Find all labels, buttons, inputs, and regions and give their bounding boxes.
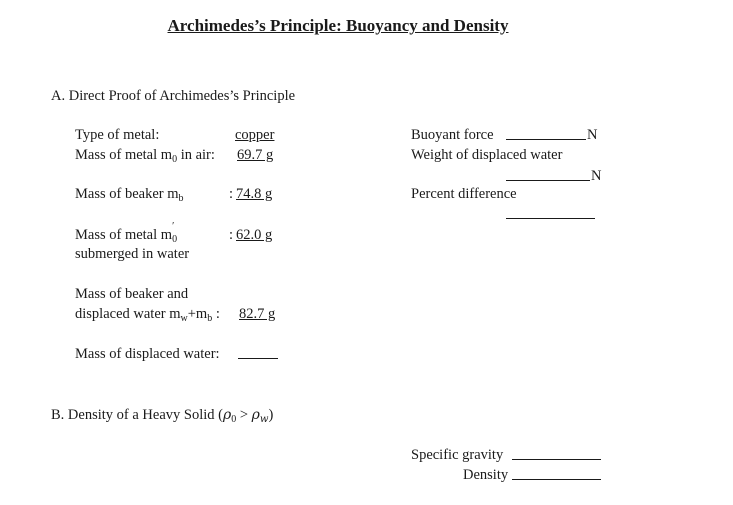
- page-title: Archimedes’s Principle: Buoyancy and Density: [167, 16, 509, 35]
- beaker-colon: :: [229, 186, 234, 202]
- beaker-label: Mass of beaker $m_b$: [75, 186, 184, 204]
- displaced-water-blank[interactable]: [238, 346, 278, 364]
- submerged-value: 62.0 g: [236, 227, 273, 243]
- section-b-heading: B. Density of a Heavy Solid $(\rho_0 > \rho_w)$: [51, 407, 274, 425]
- beaker-water-label-line2: displaced water $m_w+m_b$ :: [75, 306, 220, 324]
- mass-air-value: 69.7 g: [237, 147, 274, 163]
- buoyant-force-unit: N: [587, 127, 598, 143]
- density-label: Density: [463, 467, 509, 483]
- percent-difference-label: Percent difference: [411, 186, 517, 202]
- specific-gravity-blank[interactable]: [512, 447, 601, 465]
- weight-displaced-unit: N: [591, 168, 602, 184]
- beaker-water-value: 82.7 g: [239, 306, 276, 322]
- weight-displaced-blank[interactable]: [506, 168, 590, 186]
- type-of-metal-label: Type of metal:: [75, 127, 160, 143]
- beaker-water-label-line1: Mass of beaker and: [75, 286, 189, 302]
- mass-air-label: Mass of metal $m_0$ in air:: [75, 147, 215, 165]
- percent-difference-blank[interactable]: [506, 206, 595, 224]
- beaker-value: 74.8 g: [236, 186, 273, 202]
- submerged-label: Mass of metal m ′ $_0$: [75, 221, 178, 245]
- specific-gravity-label: Specific gravity: [411, 447, 504, 463]
- section-a-heading: A. Direct Proof of Archimedes’s Principle: [51, 88, 296, 104]
- buoyant-force-blank[interactable]: [506, 127, 586, 145]
- submerged-colon: :: [229, 227, 234, 243]
- submerged-label-line2: submerged in water: [75, 246, 190, 262]
- weight-displaced-label: Weight of displaced water: [411, 147, 563, 163]
- density-blank[interactable]: [512, 467, 601, 485]
- displaced-water-label: Mass of displaced water:: [75, 346, 220, 362]
- buoyant-force-label: Buoyant force: [411, 127, 494, 143]
- type-of-metal-value: copper: [235, 127, 275, 143]
